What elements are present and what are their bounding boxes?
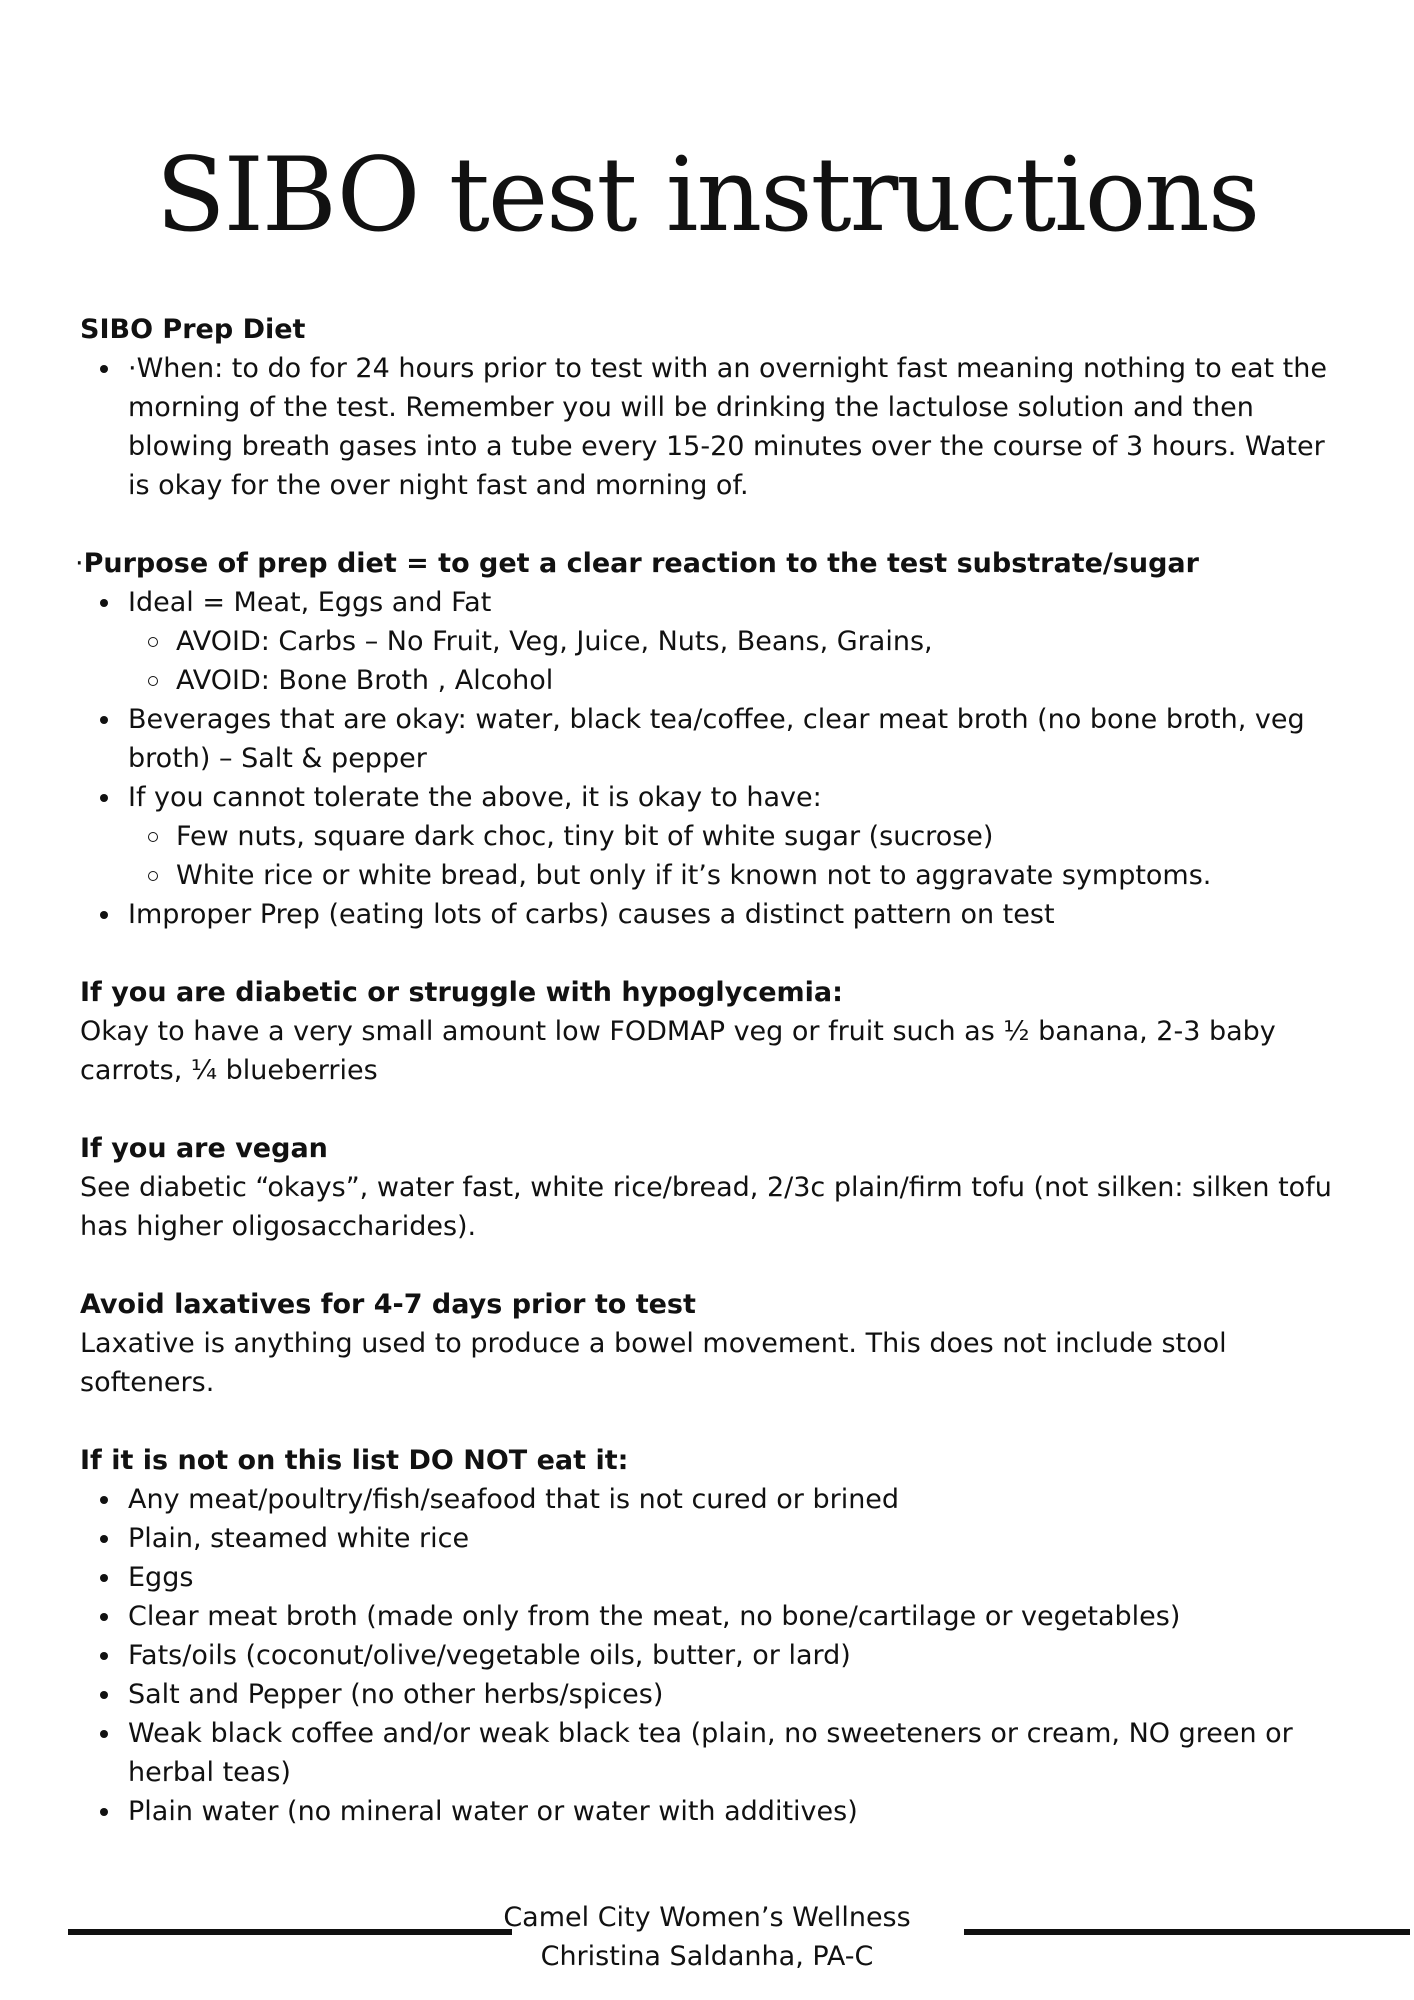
ideal-text: Ideal = Meat, Eggs and Fat xyxy=(128,587,492,618)
list-item: Weak black coffee and/or weak black tea (plain, no sweeteners or cream, NO green or herbal teas) xyxy=(80,1714,1342,1792)
list-item: Few nuts, square dark choc, tiny bit of white sugar (sucrose) xyxy=(128,817,1342,856)
avoid-list xyxy=(128,622,1342,700)
list-item-improper-prep: Improper Prep (eating lots of carbs) causes a distinct pattern on test xyxy=(80,895,1342,934)
footer xyxy=(500,1898,914,1976)
instructions-body xyxy=(75,310,1342,1831)
list-item-cannot-tolerate xyxy=(80,778,1342,895)
list-item: ·When: to do for 24 hours prior to test with an overnight fast meaning nothing to eat the morning of the test. Remember you will be drinking the lactulose solution and then blowing breath gases into a tube every 15-20 minutes over the course of 3 hours. Water is okay for the over night fast and morning of. xyxy=(80,349,1342,505)
diabetic-heading: If you are diabetic or struggle with hypoglycemia: xyxy=(80,977,843,1008)
prep-diet-list xyxy=(80,349,1342,505)
page-title: SIBO test instructions xyxy=(155,136,1259,255)
tolerate-list xyxy=(128,817,1342,895)
list-item: White rice or white bread, but only if it’s known not to aggravate symptoms. xyxy=(128,856,1342,895)
footer-provider-name: Christina Saldanha, PA-C xyxy=(540,1941,874,1972)
list-item: Clear meat broth (made only from the meat, no bone/cartilage or vegetables) xyxy=(80,1597,1342,1636)
list-item: Plain water (no mineral water or water with additives) xyxy=(80,1792,1342,1831)
list-item: Eggs xyxy=(80,1558,1342,1597)
allowed-foods-list xyxy=(80,1480,1342,1831)
diabetic-text: Okay to have a very small amount low FODMAP veg or fruit such as ½ banana, 2-3 baby carrots, ¼ blueberries xyxy=(80,1016,1276,1086)
footer-practice-name: Camel City Women’s Wellness xyxy=(503,1902,911,1933)
footer-divider-right xyxy=(964,1929,1410,1935)
list-item-ideal xyxy=(80,583,1342,700)
laxatives-text: Laxative is anything used to produce a bowel movement. This does not include stool softeners. xyxy=(80,1328,1227,1398)
list-item: Plain, steamed white rice xyxy=(80,1519,1342,1558)
purpose-heading xyxy=(75,544,1342,583)
list-item-beverages: Beverages that are okay: water, black tea/coffee, clear meat broth (no bone broth, veg broth) – Salt & pepper xyxy=(80,700,1342,778)
list-item: Salt and Pepper (no other herbs/spices) xyxy=(80,1675,1342,1714)
list-item: AVOID: Carbs – No Fruit, Veg, Juice, Nuts, Beans, Grains, xyxy=(128,622,1342,661)
allowed-foods-heading: If it is not on this list DO NOT eat it: xyxy=(80,1445,629,1476)
laxatives-heading: Avoid laxatives for 4-7 days prior to test xyxy=(80,1289,696,1320)
vegan-text: See diabetic “okays”, water fast, white rice/bread, 2/3c plain/firm tofu (not silken: silken tofu has higher oligosaccharides). xyxy=(80,1172,1332,1242)
vegan-heading: If you are vegan xyxy=(80,1133,328,1164)
list-item: Fats/oils (coconut/olive/vegetable oils, butter, or lard) xyxy=(80,1636,1342,1675)
cannot-tolerate-text: If you cannot tolerate the above, it is okay to have: xyxy=(128,782,822,813)
list-item: Any meat/poultry/fish/seafood that is not cured or brined xyxy=(80,1480,1342,1519)
prep-diet-heading: SIBO Prep Diet xyxy=(80,314,306,345)
purpose-heading-text: Purpose of prep diet = to get a clear reaction to the test substrate/sugar xyxy=(83,548,1199,579)
purpose-list xyxy=(80,583,1342,934)
purpose-prefix: · xyxy=(75,548,84,579)
footer-divider-left xyxy=(68,1929,512,1935)
list-item: AVOID: Bone Broth , Alcohol xyxy=(128,661,1342,700)
